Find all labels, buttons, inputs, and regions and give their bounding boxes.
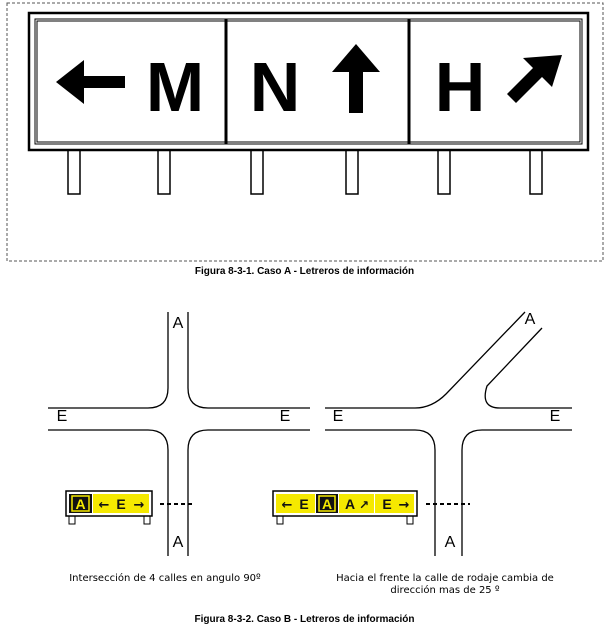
location-letter: A	[75, 496, 86, 512]
panel-letter: N	[249, 48, 301, 126]
caso-b-sign-left	[66, 491, 152, 524]
arrow-right-icon: →	[398, 498, 410, 513]
figure-2-right-intersection	[325, 312, 572, 556]
arrow-left-icon: ←	[281, 498, 293, 513]
road-label-south: A	[172, 534, 184, 551]
road-label-north: A	[172, 315, 184, 332]
right-intersection-note	[300, 573, 590, 597]
direction-letter-east: E	[382, 496, 392, 512]
panel-letter: M	[145, 48, 205, 126]
left-note-line-1: Intersección de 4 calles en angulo 90º	[69, 573, 261, 584]
left-intersection-note	[40, 573, 290, 585]
sign-posts	[68, 147, 542, 194]
road-label-east: E	[549, 408, 561, 425]
figure-1-caption: Figura 8-3-1. Caso A - Letreros de información	[194, 266, 415, 277]
direction-letter: E	[116, 496, 126, 512]
right-note-line-1: Hacia el frente la calle de rodaje cambia de	[336, 573, 554, 584]
arrow-up-right-icon: ↗	[358, 498, 370, 512]
road-label-west: E	[56, 408, 68, 425]
direction-letter-west: E	[299, 496, 309, 512]
figure-2-caption: Figura 8-3-2. Caso B - Letreros de información	[194, 614, 415, 625]
panel-letter: H	[434, 48, 486, 126]
direction-letter-northeast: A	[344, 496, 356, 512]
road-label-east: E	[279, 408, 291, 425]
location-letter: A	[321, 496, 333, 512]
road-label-west: E	[332, 408, 344, 425]
figure-2-left-intersection	[48, 312, 310, 556]
road-label-northeast: A	[524, 311, 536, 328]
arrow-right-icon: →	[133, 498, 145, 513]
right-note-line-2: dirección mas de 25 º	[390, 585, 500, 596]
arrow-left-icon: ←	[98, 498, 110, 513]
figure-1	[7, 3, 603, 261]
road-label-south: A	[444, 534, 456, 551]
caso-b-sign-right	[273, 491, 417, 524]
